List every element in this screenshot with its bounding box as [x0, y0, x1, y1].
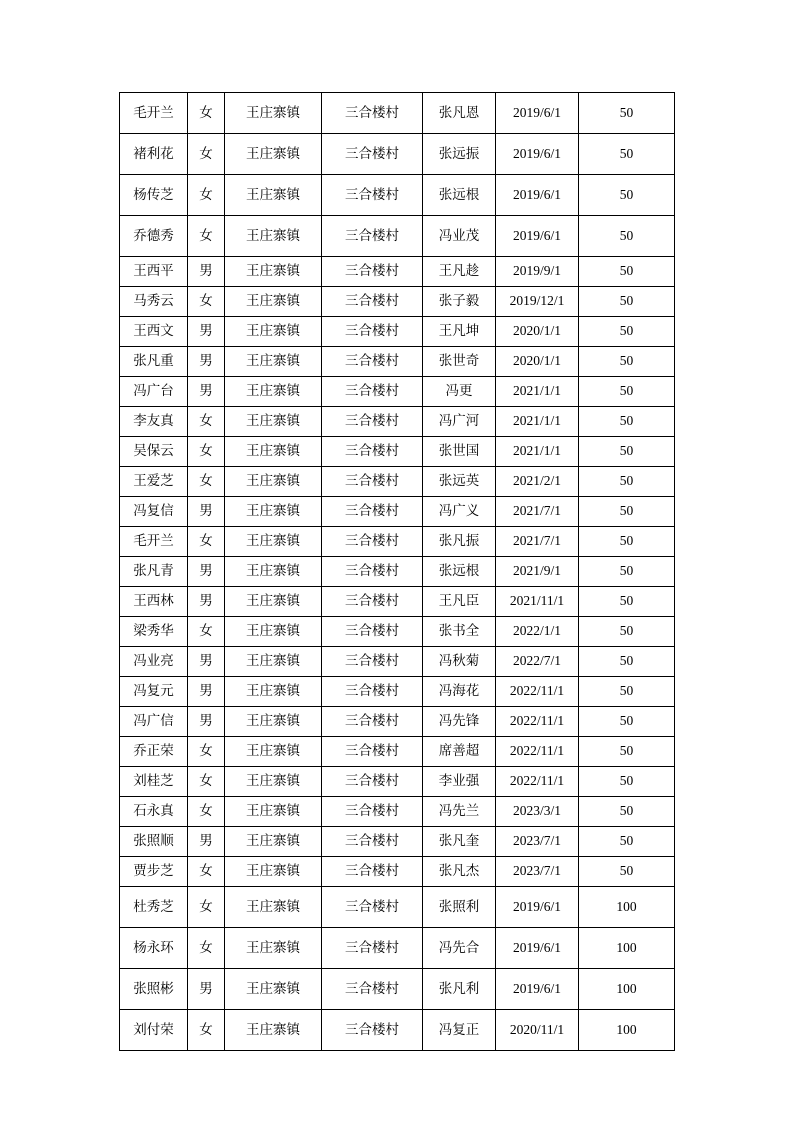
cell-relation: 王凡趁 [423, 257, 496, 287]
cell-amount: 50 [579, 857, 675, 887]
cell-date: 2023/7/1 [496, 857, 579, 887]
cell-town: 王庄寨镇 [225, 407, 322, 437]
cell-name: 张照顺 [120, 827, 188, 857]
cell-town: 王庄寨镇 [225, 377, 322, 407]
table-row [120, 467, 675, 497]
table-row [120, 617, 675, 647]
table-row [120, 737, 675, 767]
cell-sex: 男 [188, 707, 225, 737]
cell-relation: 冯广义 [423, 497, 496, 527]
cell-date: 2021/9/1 [496, 557, 579, 587]
cell-sex: 女 [188, 93, 225, 134]
cell-sex: 女 [188, 887, 225, 928]
cell-name: 王西平 [120, 257, 188, 287]
cell-name: 王西林 [120, 587, 188, 617]
cell-town: 王庄寨镇 [225, 587, 322, 617]
table-row [120, 587, 675, 617]
cell-date: 2022/11/1 [496, 737, 579, 767]
cell-sex: 男 [188, 677, 225, 707]
table-row [120, 497, 675, 527]
cell-date: 2023/3/1 [496, 797, 579, 827]
cell-amount: 100 [579, 1010, 675, 1051]
cell-amount: 50 [579, 767, 675, 797]
cell-relation: 张凡利 [423, 969, 496, 1010]
cell-relation: 冯业茂 [423, 216, 496, 257]
cell-town: 王庄寨镇 [225, 797, 322, 827]
cell-name: 杨永环 [120, 928, 188, 969]
cell-relation: 冯海花 [423, 677, 496, 707]
cell-name: 杜秀芝 [120, 887, 188, 928]
cell-town: 王庄寨镇 [225, 887, 322, 928]
cell-name: 马秀云 [120, 287, 188, 317]
table-row [120, 134, 675, 175]
cell-village: 三合楼村 [322, 497, 423, 527]
cell-name: 冯广信 [120, 707, 188, 737]
table-row [120, 175, 675, 216]
cell-village: 三合楼村 [322, 737, 423, 767]
cell-town: 王庄寨镇 [225, 216, 322, 257]
cell-sex: 女 [188, 1010, 225, 1051]
cell-amount: 50 [579, 347, 675, 377]
cell-sex: 女 [188, 797, 225, 827]
cell-sex: 男 [188, 347, 225, 377]
cell-relation: 张凡振 [423, 527, 496, 557]
table-row [120, 437, 675, 467]
cell-sex: 女 [188, 767, 225, 797]
table-row [120, 257, 675, 287]
cell-sex: 男 [188, 317, 225, 347]
cell-name: 毛开兰 [120, 93, 188, 134]
cell-village: 三合楼村 [322, 93, 423, 134]
cell-relation: 冯先锋 [423, 707, 496, 737]
cell-name: 杨传芝 [120, 175, 188, 216]
table-row [120, 827, 675, 857]
cell-village: 三合楼村 [322, 797, 423, 827]
cell-sex: 男 [188, 497, 225, 527]
cell-date: 2019/6/1 [496, 216, 579, 257]
cell-date: 2022/11/1 [496, 677, 579, 707]
cell-sex: 男 [188, 587, 225, 617]
cell-sex: 女 [188, 737, 225, 767]
cell-town: 王庄寨镇 [225, 497, 322, 527]
cell-name: 石永真 [120, 797, 188, 827]
cell-sex: 女 [188, 527, 225, 557]
cell-village: 三合楼村 [322, 647, 423, 677]
cell-village: 三合楼村 [322, 767, 423, 797]
cell-amount: 50 [579, 587, 675, 617]
cell-name: 褚利花 [120, 134, 188, 175]
table-row [120, 407, 675, 437]
cell-village: 三合楼村 [322, 677, 423, 707]
cell-amount: 50 [579, 497, 675, 527]
cell-town: 王庄寨镇 [225, 857, 322, 887]
cell-relation: 张世国 [423, 437, 496, 467]
cell-village: 三合楼村 [322, 827, 423, 857]
cell-name: 李友真 [120, 407, 188, 437]
cell-amount: 50 [579, 677, 675, 707]
cell-amount: 50 [579, 216, 675, 257]
roster-table [119, 92, 675, 1051]
cell-amount: 50 [579, 175, 675, 216]
cell-village: 三合楼村 [322, 407, 423, 437]
cell-sex: 女 [188, 857, 225, 887]
cell-date: 2019/6/1 [496, 887, 579, 928]
cell-town: 王庄寨镇 [225, 175, 322, 216]
cell-town: 王庄寨镇 [225, 707, 322, 737]
cell-sex: 男 [188, 377, 225, 407]
table-row [120, 887, 675, 928]
cell-amount: 50 [579, 134, 675, 175]
cell-amount: 100 [579, 887, 675, 928]
cell-village: 三合楼村 [322, 175, 423, 216]
cell-town: 王庄寨镇 [225, 93, 322, 134]
cell-date: 2022/11/1 [496, 767, 579, 797]
table-row [120, 1010, 675, 1051]
cell-date: 2019/6/1 [496, 93, 579, 134]
cell-name: 吴保云 [120, 437, 188, 467]
cell-relation: 席善超 [423, 737, 496, 767]
cell-town: 王庄寨镇 [225, 134, 322, 175]
cell-amount: 100 [579, 969, 675, 1010]
cell-town: 王庄寨镇 [225, 827, 322, 857]
cell-village: 三合楼村 [322, 257, 423, 287]
table-row [120, 93, 675, 134]
cell-amount: 50 [579, 377, 675, 407]
cell-amount: 50 [579, 287, 675, 317]
cell-name: 乔德秀 [120, 216, 188, 257]
cell-relation: 张远振 [423, 134, 496, 175]
cell-date: 2021/11/1 [496, 587, 579, 617]
cell-sex: 女 [188, 287, 225, 317]
cell-date: 2019/12/1 [496, 287, 579, 317]
cell-relation: 冯复正 [423, 1010, 496, 1051]
cell-relation: 冯秋菊 [423, 647, 496, 677]
cell-date: 2019/6/1 [496, 134, 579, 175]
cell-amount: 50 [579, 557, 675, 587]
cell-amount: 50 [579, 827, 675, 857]
cell-name: 贾步芝 [120, 857, 188, 887]
cell-village: 三合楼村 [322, 467, 423, 497]
cell-town: 王庄寨镇 [225, 437, 322, 467]
cell-date: 2023/7/1 [496, 827, 579, 857]
cell-relation: 王凡臣 [423, 587, 496, 617]
cell-amount: 50 [579, 647, 675, 677]
table-row [120, 797, 675, 827]
cell-date: 2022/11/1 [496, 707, 579, 737]
cell-amount: 50 [579, 93, 675, 134]
cell-sex: 男 [188, 969, 225, 1010]
cell-village: 三合楼村 [322, 1010, 423, 1051]
cell-relation: 冯更 [423, 377, 496, 407]
cell-sex: 男 [188, 557, 225, 587]
cell-sex: 女 [188, 928, 225, 969]
cell-amount: 50 [579, 617, 675, 647]
cell-relation: 王凡坤 [423, 317, 496, 347]
cell-relation: 李业强 [423, 767, 496, 797]
cell-date: 2022/1/1 [496, 617, 579, 647]
cell-town: 王庄寨镇 [225, 347, 322, 377]
cell-date: 2020/11/1 [496, 1010, 579, 1051]
cell-name: 王西文 [120, 317, 188, 347]
cell-name: 张照彬 [120, 969, 188, 1010]
cell-sex: 男 [188, 257, 225, 287]
cell-town: 王庄寨镇 [225, 317, 322, 347]
cell-village: 三合楼村 [322, 287, 423, 317]
cell-date: 2020/1/1 [496, 347, 579, 377]
cell-date: 2019/6/1 [496, 175, 579, 216]
cell-name: 冯复元 [120, 677, 188, 707]
cell-town: 王庄寨镇 [225, 287, 322, 317]
cell-town: 王庄寨镇 [225, 1010, 322, 1051]
cell-date: 2022/7/1 [496, 647, 579, 677]
cell-town: 王庄寨镇 [225, 467, 322, 497]
table-row [120, 857, 675, 887]
cell-village: 三合楼村 [322, 617, 423, 647]
cell-amount: 50 [579, 317, 675, 347]
cell-name: 王爱芝 [120, 467, 188, 497]
table-row [120, 647, 675, 677]
cell-village: 三合楼村 [322, 969, 423, 1010]
cell-town: 王庄寨镇 [225, 527, 322, 557]
cell-amount: 50 [579, 527, 675, 557]
cell-date: 2021/1/1 [496, 407, 579, 437]
cell-sex: 女 [188, 407, 225, 437]
cell-village: 三合楼村 [322, 437, 423, 467]
cell-village: 三合楼村 [322, 557, 423, 587]
cell-relation: 冯先兰 [423, 797, 496, 827]
cell-town: 王庄寨镇 [225, 677, 322, 707]
cell-relation: 张子毅 [423, 287, 496, 317]
cell-town: 王庄寨镇 [225, 257, 322, 287]
cell-village: 三合楼村 [322, 347, 423, 377]
cell-relation: 张凡恩 [423, 93, 496, 134]
cell-date: 2020/1/1 [496, 317, 579, 347]
cell-sex: 男 [188, 827, 225, 857]
cell-sex: 女 [188, 437, 225, 467]
cell-name: 刘付荣 [120, 1010, 188, 1051]
cell-village: 三合楼村 [322, 377, 423, 407]
cell-amount: 100 [579, 928, 675, 969]
table-row [120, 527, 675, 557]
table-row [120, 377, 675, 407]
table-row [120, 216, 675, 257]
cell-amount: 50 [579, 467, 675, 497]
cell-village: 三合楼村 [322, 216, 423, 257]
cell-name: 张凡青 [120, 557, 188, 587]
cell-village: 三合楼村 [322, 857, 423, 887]
table-row [120, 677, 675, 707]
cell-date: 2021/1/1 [496, 437, 579, 467]
cell-village: 三合楼村 [322, 587, 423, 617]
cell-relation: 张世奇 [423, 347, 496, 377]
table-row [120, 347, 675, 377]
cell-town: 王庄寨镇 [225, 557, 322, 587]
cell-relation: 张凡杰 [423, 857, 496, 887]
cell-village: 三合楼村 [322, 134, 423, 175]
cell-amount: 50 [579, 707, 675, 737]
cell-village: 三合楼村 [322, 527, 423, 557]
cell-date: 2021/7/1 [496, 527, 579, 557]
cell-town: 王庄寨镇 [225, 617, 322, 647]
cell-name: 冯业亮 [120, 647, 188, 677]
cell-name: 毛开兰 [120, 527, 188, 557]
cell-relation: 张远英 [423, 467, 496, 497]
cell-date: 2019/9/1 [496, 257, 579, 287]
table-row [120, 287, 675, 317]
cell-sex: 女 [188, 134, 225, 175]
cell-amount: 50 [579, 797, 675, 827]
cell-name: 乔正荣 [120, 737, 188, 767]
cell-town: 王庄寨镇 [225, 767, 322, 797]
cell-town: 王庄寨镇 [225, 969, 322, 1010]
table-row [120, 767, 675, 797]
cell-date: 2021/7/1 [496, 497, 579, 527]
cell-date: 2019/6/1 [496, 928, 579, 969]
table-row [120, 928, 675, 969]
cell-relation: 张书全 [423, 617, 496, 647]
cell-sex: 女 [188, 175, 225, 216]
cell-sex: 女 [188, 617, 225, 647]
cell-name: 冯广台 [120, 377, 188, 407]
cell-relation: 张照利 [423, 887, 496, 928]
cell-name: 刘桂芝 [120, 767, 188, 797]
cell-relation: 冯先合 [423, 928, 496, 969]
cell-date: 2021/1/1 [496, 377, 579, 407]
cell-sex: 女 [188, 467, 225, 497]
cell-village: 三合楼村 [322, 928, 423, 969]
cell-name: 张凡重 [120, 347, 188, 377]
cell-town: 王庄寨镇 [225, 928, 322, 969]
cell-name: 冯复信 [120, 497, 188, 527]
table-row [120, 317, 675, 347]
cell-relation: 张凡奎 [423, 827, 496, 857]
table-row [120, 969, 675, 1010]
cell-date: 2019/6/1 [496, 969, 579, 1010]
table-row [120, 557, 675, 587]
cell-sex: 女 [188, 216, 225, 257]
table-container [119, 92, 674, 1051]
cell-amount: 50 [579, 257, 675, 287]
cell-amount: 50 [579, 437, 675, 467]
table-row [120, 707, 675, 737]
cell-sex: 男 [188, 647, 225, 677]
cell-name: 梁秀华 [120, 617, 188, 647]
cell-relation: 张远根 [423, 557, 496, 587]
cell-town: 王庄寨镇 [225, 647, 322, 677]
cell-relation: 张远根 [423, 175, 496, 216]
cell-amount: 50 [579, 407, 675, 437]
cell-village: 三合楼村 [322, 317, 423, 347]
cell-relation: 冯广河 [423, 407, 496, 437]
cell-amount: 50 [579, 737, 675, 767]
cell-town: 王庄寨镇 [225, 737, 322, 767]
cell-village: 三合楼村 [322, 707, 423, 737]
cell-village: 三合楼村 [322, 887, 423, 928]
cell-date: 2021/2/1 [496, 467, 579, 497]
roster-table-body [120, 93, 675, 1051]
